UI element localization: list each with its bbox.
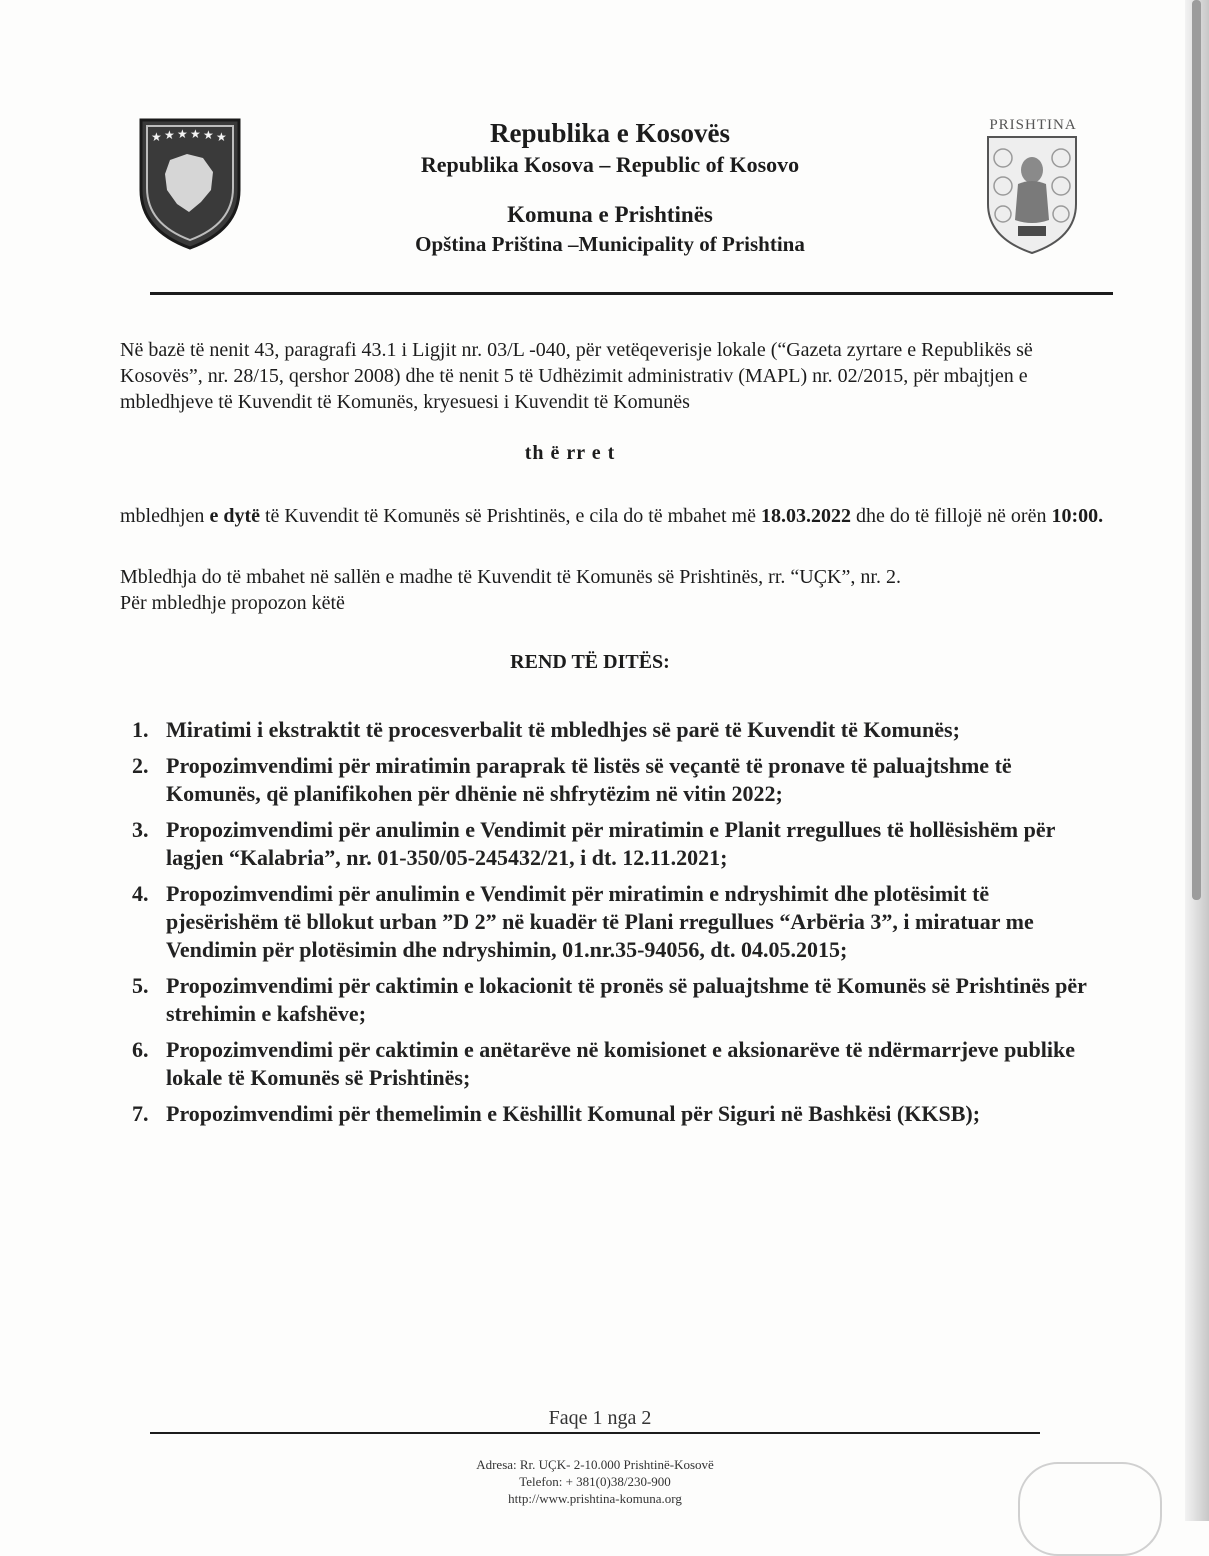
agenda-item-text: Propozimvendimi për miratimin paraprak të listës së veçantë të pronave të paluajtshme të Komunës, që planifikohen për dhënie në shfrytëzim në vitin 2022; [166,753,1012,806]
svg-text:★: ★ [151,130,162,144]
agenda-item [132,716,1092,744]
svg-text:★: ★ [177,127,188,141]
page-number: Faqe 1 nga 2 [548,1407,652,1429]
convene-text: dhe do të fillojë në orën [850,505,1052,527]
agenda-item-text: Propozimvendimi për anulimin e Vendimit për miratimin e ndryshimit dhe plotësimit të pjesërishëm të bllokut urban ”D 2” në kuadër të Plani rregullues “Arbëria 3”, i miratuar me Vendimin për plotësimin dhe ndryshimin, 01.nr.35-94056, dt. 04.05.2015; [166,881,1034,962]
convene-text: mbledhjen [120,505,210,527]
agenda-item [132,752,1092,808]
agenda-item-text: Miratimi i ekstraktit të procesverbalit të mbledhjes së parë të Kuvendit të Komunës; [166,717,960,742]
footer-address: Adresa: Rr. UÇK- 2-10.000 Prishtinë-Kosovë [476,1457,714,1472]
proposal-line: Për mbledhje propozon këtë [120,592,345,614]
legal-basis-paragraph: Në bazë të nenit 43, paragrafi 43.1 i Ligjit nr. 03/L -040, për vetëqeverisje lokale (“Gazeta zyrtare e Republikës së Kosovës”, nr. 28/15, qershor 2008) dhe të nenit 5 të Udhëzimit administrativ (MAPL) nr. 02/2015, për mbajtjen e mbledhjeve të Kuvendit të Komunës, kryesuesi i Kuvendit të Komunës [120,339,1033,413]
footer-phone: Telefon: + 381(0)38/230-900 [519,1474,671,1489]
prishtina-emblem-label: PRISHTINA [989,117,1077,133]
svg-text:★: ★ [164,128,175,142]
scrollbar-thumb[interactable] [1192,0,1201,900]
meeting-convening-paragraph [120,503,1105,529]
corner-mark [1018,1462,1162,1556]
agenda-item-text: Propozimvendimi për anulimin e Vendimit për miratimin e Planit rregullues të hollësishëm për lagjen “Kalabria”, nr. 01-350/05-245432/21, i dt. 12.11.2021; [166,817,1055,870]
footer-divider [150,1432,1040,1434]
header-divider [150,292,1113,295]
agenda-item-number: 3. [132,817,149,842]
agenda-item [132,1100,1092,1128]
svg-text:★: ★ [203,128,214,142]
svg-text:★: ★ [190,127,201,141]
agenda-item [132,1036,1092,1092]
agenda-item [132,816,1092,872]
agenda-item-number: 5. [132,973,149,998]
agenda-item [132,972,1092,1028]
agenda-item-number: 1. [132,717,149,742]
meeting-time: 10:00. [1051,505,1104,527]
agenda-item [132,880,1092,964]
header-municipality-translations: Opština Priština –Municipality of Prishtina [415,232,805,256]
summons-word: th ë rr e t [524,442,616,464]
footer-website: http://www.prishtina-komuna.org [508,1491,682,1506]
convene-text: të Kuvendit të Komunës së Prishtinës, e cila do të mbahet më [259,505,761,527]
svg-text:★: ★ [216,130,227,144]
header-country: Republika e Kosovës [489,118,731,148]
agenda-item-text: Propozimvendimi për caktimin e anëtarëve në komisionet e aksionarëve të ndërmarrjeve publike lokale të Komunës së Prishtinës; [166,1037,1076,1090]
meeting-date: 18.03.2022 [760,505,851,527]
agenda-item-number: 7. [132,1101,149,1126]
document-header [300,116,920,258]
header-country-translations: Republika Kosova – Republic of Kosovo [420,152,800,177]
meeting-ordinal: e dytë [209,505,260,527]
agenda-item-text: Propozimvendimi për themelimin e Këshillit Komunal për Siguri në Bashkësi (KKSB); [166,1101,981,1126]
kosovo-coat-of-arms-icon [137,116,243,252]
venue-line: Mbledhja do të mbahet në sallën e madhe të Kuvendit të Komunës së Prishtinës, rr. “UÇK”, nr. 2. [120,566,901,588]
agenda-item-number: 2. [132,753,149,778]
agenda-title: REND TË DITËS: [510,651,670,673]
prishtina-coat-of-arms-icon [985,134,1079,256]
agenda-item-number: 4. [132,881,149,906]
footer-contact [420,1456,770,1507]
meeting-venue-paragraph [120,564,1105,616]
agenda-item-number: 6. [132,1037,149,1062]
agenda-list [132,716,1092,1136]
header-municipality: Komuna e Prishtinës [507,202,713,227]
agenda-item-text: Propozimvendimi për caktimin e lokacionit të pronës së paluajtshme të Komunës së Prishtinës për strehimin e kafshëve; [166,973,1087,1026]
